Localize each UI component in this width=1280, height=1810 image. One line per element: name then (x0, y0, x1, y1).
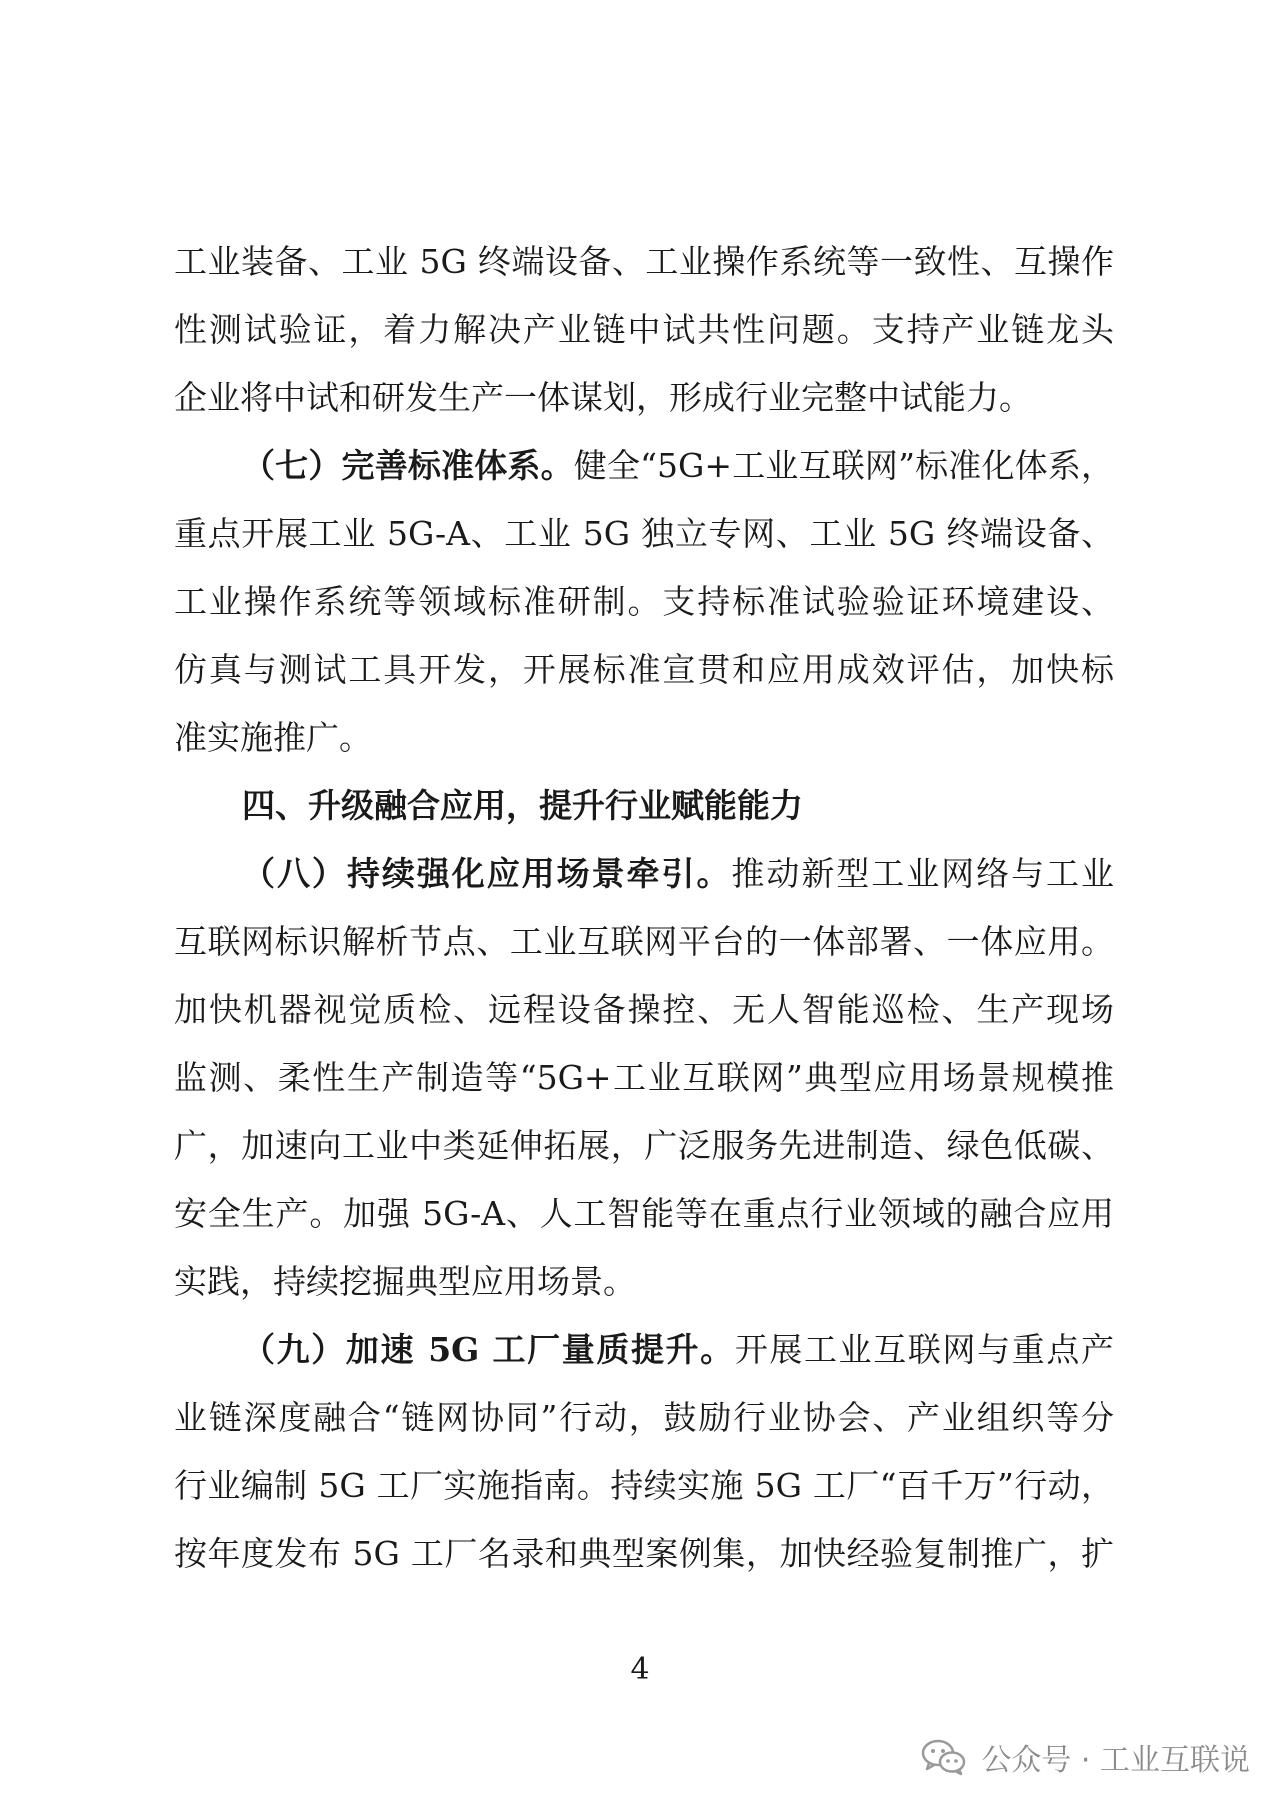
paragraph-9-first-rest: 开展工业互联网与重点产 (734, 1330, 1115, 1369)
text-line: 按年度发布 5G 工厂名录和典型案例集，加快经验复制推广，扩 (174, 1534, 1114, 1573)
text-line: 实践，持续挖掘典型应用场景。 (174, 1262, 636, 1301)
watermark (921, 1735, 1250, 1779)
text-line: 工业操作系统等领域标准研制。支持标准试验验证环境建设、 (174, 582, 1114, 621)
text-line: 重点开展工业 5G-A、工业 5G 独立专网、工业 5G 终端设备、 (174, 514, 1114, 553)
text-line: 安全生产。加强 5G-A、人工智能等在重点行业领域的融合应用 (174, 1194, 1114, 1233)
text-line: 业链深度融合“链网协同”行动，鼓励行业协会、产业组织等分 (174, 1398, 1114, 1437)
text-line: 监测、柔性生产制造等“5G+工业互联网”典型应用场景规模推 (174, 1058, 1114, 1097)
text-line: 加快机器视觉质检、远程设备操控、无人智能巡检、生产现场 (174, 990, 1114, 1029)
paragraph-8-first-rest: 推动新型工业网络与工业 (731, 854, 1115, 893)
paragraph-7-first-line (174, 432, 1114, 500)
paragraph-7-first-rest: 健全“5G+工业互联网”标准化体系， (573, 446, 1115, 485)
text-line: 企业将中试和研发生产一体谋划，形成行业完整中试能力。 (174, 378, 1032, 417)
paragraph-9-lead: （九）加速 5G 工厂量质提升。 (242, 1330, 735, 1369)
text-line: 工业装备、工业 5G 终端设备、工业操作系统等一致性、互操作 (174, 242, 1114, 281)
text-line: 广，加速向工业中类延伸拓展，广泛服务先进制造、绿色低碳、 (174, 1126, 1114, 1165)
text-line: 准实施推广。 (174, 718, 372, 757)
paragraph-9-first-line (174, 1316, 1114, 1384)
page-number: 4 (630, 1652, 650, 1687)
text-line: 仿真与测试工具开发，开展标准宣贯和应用成效评估，加快标 (174, 650, 1114, 689)
document-body (174, 228, 1114, 1588)
text-line: 互联网标识解析节点、工业互联网平台的一体部署、一体应用。 (174, 922, 1114, 961)
text-line: 性测试验证，着力解决产业链中试共性问题。支持产业链龙头 (174, 310, 1114, 349)
watermark-text: 公众号 · 工业互联说 (981, 1743, 1250, 1778)
wechat-icon (921, 1737, 967, 1777)
section-heading: 四、升级融合应用，提升行业赋能能力 (242, 786, 803, 825)
paragraph-8-lead: （八）持续强化应用场景牵引。 (242, 854, 732, 893)
paragraph-7-lead: （七）完善标准体系。 (242, 446, 574, 485)
text-line: 行业编制 5G 工厂实施指南。持续实施 5G 工厂“百千万”行动， (174, 1466, 1114, 1505)
paragraph-8-first-line (174, 840, 1114, 908)
